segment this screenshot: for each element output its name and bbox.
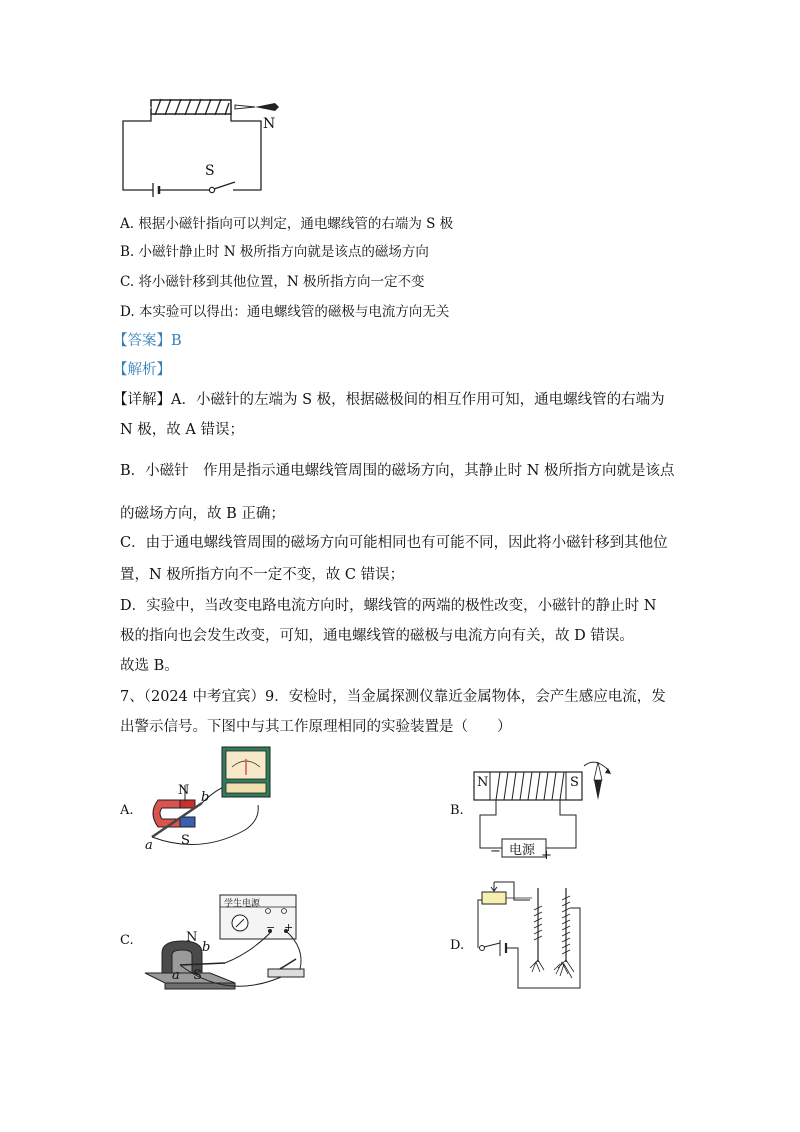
figure-b-plus-label: + [541,848,552,863]
q6-option-a: A. 根据小磁针指向可以判定，通电螺线管的右端为 S 极 [120,216,454,232]
detail-line-3: B．小磁针 作用是指示通电螺线管周围的磁场方向，其静止时 N 极所指方向就是该点 [120,463,675,479]
q6-option-c: C. 将小磁针移到其他位置，N 极所指方向一定不变 [120,274,425,290]
figure-a-s-label: S [181,833,190,848]
figure-c-supply-label: 学生电源 [224,899,261,909]
q7-line-1: 7、（2024 中考宜宾）9．安检时，当金属探测仪靠近金属物体，会产生感应电流，发 [120,689,666,705]
compass-needle-icon [255,103,279,111]
figure-b-n-label: N [477,775,489,790]
figure-a-a-label: a [145,838,153,853]
figure-c-n-label: N [186,930,198,945]
figure-d-label: D. [450,938,465,953]
detail-line-2: N 极，故 A 错误； [120,422,244,438]
detail-line-8: 极的指向也会发生改变，可知，通电螺线管的磁极与电流方向有关，故 D 错误。 [120,628,634,644]
figure-c-plus-label: + [284,921,294,934]
solenoid-circuit-figure [115,95,290,200]
detail-line-7: D．实验中，当改变电路电流方向时，螺线管的两端的极性改变，小磁针的静止时 N [120,598,657,614]
analysis-heading: 【解析】 [113,362,171,378]
figure-c-s-label: S [193,968,202,983]
detail-line-1: 【详解】A．小磁针的左端为 S 极，根据磁极间的相互作用可知，通电螺线管的右端为 [113,392,665,408]
detail-line-6: 置，N 极所指方向不一定不变，故 C 错误； [120,567,405,583]
answer-line: 【答案】B [113,333,182,349]
figure-c-a-label: a [172,968,180,983]
figure-d-electromagnet-setup [470,880,595,992]
top-figure-s-label: S [205,163,215,179]
figure-a-n-label: N [178,783,190,798]
figure-c-b-label: b [202,940,211,955]
figure-c-label: C. [120,933,134,948]
detail-line-4: 的磁场方向，故 B 正确； [120,506,285,522]
q7-line-2: 出警示信号。下图中与其工作原理相同的实验装置是（ ） [120,719,512,735]
figure-b-label: B. [450,803,464,818]
figure-c-minus-label: − [266,921,276,934]
figure-a-label: A. [120,803,134,818]
figure-b-power-label: 电源 [509,843,536,858]
q6-option-d: D. 本实验可以得出：通电螺线管的磁极与电流方向无关 [120,304,450,320]
detail-line-9: 故选 B。 [120,658,179,674]
figure-b-s-label: S [570,775,579,790]
detail-line-5: C．由于通电螺线管周围的磁场方向可能相同也有可能不同，因此将小磁针移到其他位 [120,535,668,551]
figure-b-minus-label: − [490,844,501,859]
q6-option-b: B. 小磁针静止时 N 极所指方向就是该点的磁场方向 [120,244,429,260]
top-figure-n-label: N [263,116,276,132]
figure-a-b-label: b [201,790,210,805]
